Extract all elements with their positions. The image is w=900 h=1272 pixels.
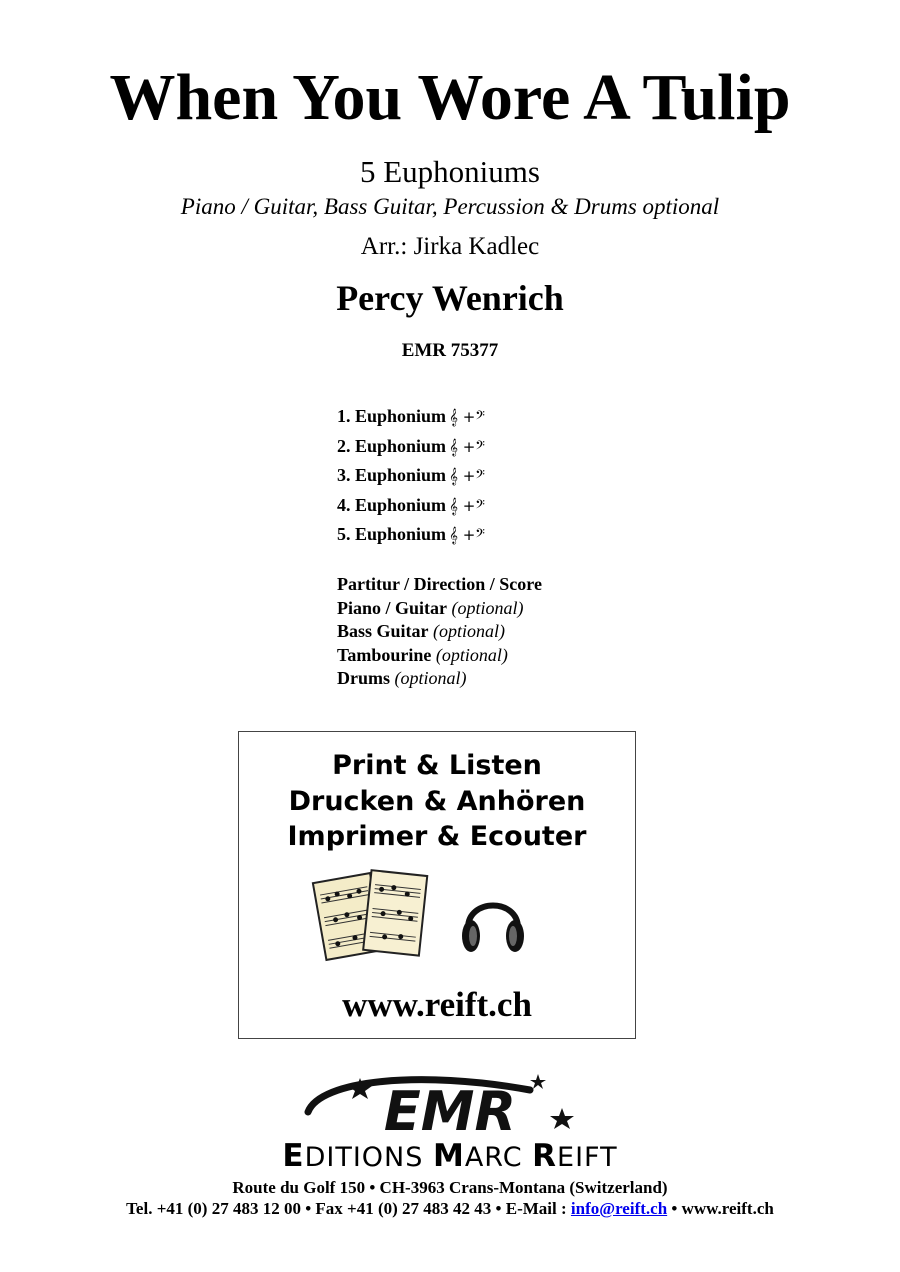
list-item	[337, 434, 485, 464]
promo-box	[238, 731, 636, 1039]
list-item	[337, 644, 542, 668]
parts-list	[337, 404, 485, 552]
page-title: When You Wore A Tulip	[109, 61, 791, 134]
extra-name: Bass Guitar	[337, 621, 429, 641]
clef-icon: 𝄞 +𝄢	[449, 526, 485, 544]
list-item	[337, 620, 542, 644]
extras-list	[337, 573, 542, 691]
subtitle: 5 Euphoniums	[360, 154, 540, 189]
sheet-music-icon	[311, 865, 441, 965]
list-item	[337, 522, 485, 552]
list-item	[337, 493, 485, 523]
clef-icon: 𝄞 +𝄢	[449, 437, 485, 456]
clef-icon: 𝄞 +𝄢	[449, 408, 485, 426]
promo-url: www.reift.ch	[342, 985, 532, 1024]
extra-note: (optional)	[394, 668, 467, 688]
part-label: 3. Euphonium	[337, 465, 447, 485]
emr-logo	[300, 1072, 600, 1138]
list-item	[337, 597, 542, 621]
contact-prefix: Tel. +41 (0) 27 483 12 00 • Fax +41 (0) 27 483 42 43 • E-Mail :	[126, 1199, 571, 1218]
extra-note: (optional)	[433, 621, 506, 641]
clef-icon: 𝄞 +𝄢	[449, 467, 485, 485]
email-link[interactable]: info@reift.ch	[570, 1199, 668, 1218]
logo-text: EMR	[383, 1080, 517, 1138]
optional-instruments: Piano / Guitar, Bass Guitar, Percussion & Drums optional	[180, 194, 720, 219]
contact-line	[0, 1199, 900, 1219]
contact-suffix: • www.reift.ch	[667, 1199, 774, 1218]
extra-name: Piano / Guitar	[337, 597, 448, 618]
clef-icon: 𝄞 +𝄢	[449, 496, 485, 515]
promo-line: Print & Listen	[332, 750, 542, 781]
list-item	[337, 463, 485, 493]
list-item	[337, 667, 542, 691]
extra-name: Tambourine	[337, 644, 432, 665]
extra-note: (optional)	[451, 597, 524, 618]
part-label: 5. Euphonium	[337, 524, 447, 544]
promo-line: Imprimer & Ecouter	[287, 821, 587, 852]
catalog-number: EMR 75377	[401, 340, 499, 361]
part-label: 4. Euphonium	[337, 494, 447, 515]
extra-note: (optional)	[435, 644, 508, 665]
extra-name: Partitur / Direction / Score	[337, 574, 542, 594]
list-item	[337, 573, 542, 597]
publisher-name: EDITIONS MARC REIFT	[282, 1138, 618, 1174]
part-label: 2. Euphonium	[337, 435, 447, 456]
arranger: Arr.: Jirka Kadlec	[360, 233, 540, 260]
headphones-icon	[458, 884, 528, 958]
promo-line: Drucken & Anhören	[288, 786, 586, 817]
address: Route du Golf 150 • CH-3963 Crans-Montana (Switzerland)	[232, 1178, 668, 1197]
composer: Percy Wenrich	[336, 278, 564, 318]
extra-name: Drums	[337, 668, 390, 688]
list-item	[337, 404, 485, 434]
part-label: 1. Euphonium	[337, 406, 447, 426]
